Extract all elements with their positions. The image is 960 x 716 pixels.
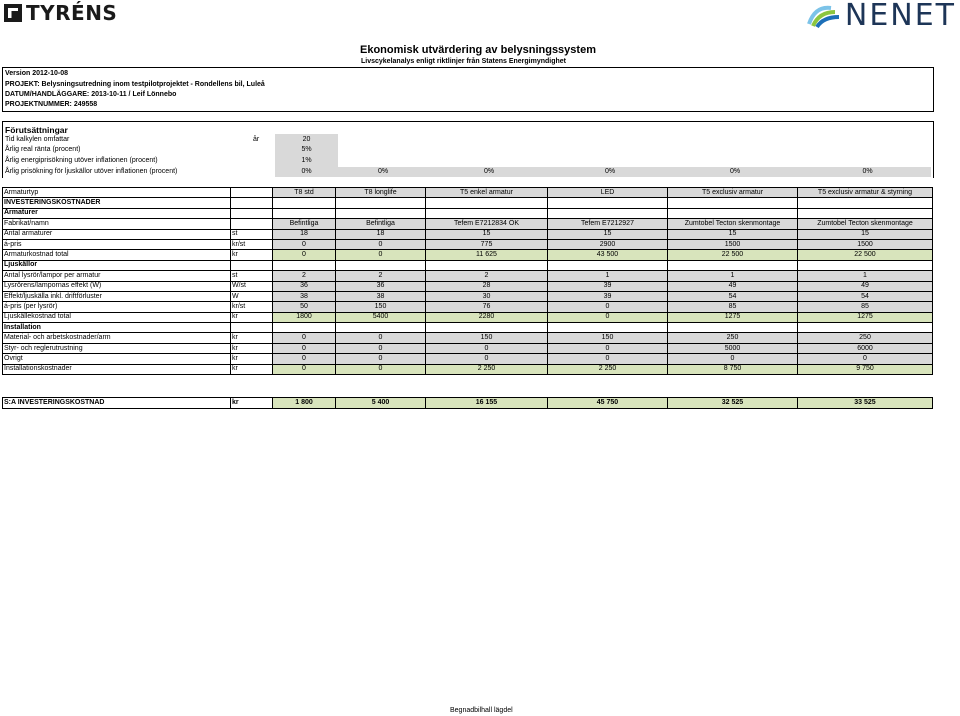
row-value: 775 — [426, 239, 548, 249]
row-value: 250 — [798, 333, 933, 343]
row-value: 22 500 — [798, 250, 933, 260]
row-value: 49 — [798, 281, 933, 291]
row-value — [668, 260, 798, 270]
row-label: Antal armaturer — [3, 229, 231, 239]
row-value: 0 — [336, 354, 426, 364]
row-label: Övrigt — [3, 354, 231, 364]
row-value: 54 — [668, 291, 798, 301]
row-value — [426, 198, 548, 208]
total-investment-row — [3, 398, 933, 409]
row-unit — [231, 219, 273, 229]
condition-pct: 0% — [483, 168, 495, 175]
row-value: 0 — [548, 343, 668, 353]
row-unit: W/st — [231, 281, 273, 291]
row-label: Installation — [3, 323, 231, 333]
row-value: 30 — [426, 291, 548, 301]
total-value: 1 800 — [273, 398, 336, 409]
row-value: 18 — [336, 229, 426, 239]
row-value: 54 — [798, 291, 933, 301]
condition-value: 20 — [302, 136, 311, 143]
row-unit: W — [231, 291, 273, 301]
row-value: Tefem E7212927 — [548, 219, 668, 229]
row-label: Styr- och reglerutrustning — [3, 343, 231, 353]
row-value: 1 — [798, 271, 933, 281]
tyrens-logo-text: TYRÉNS — [26, 1, 118, 25]
row-value: Befintliga — [273, 219, 336, 229]
row-value: 5400 — [336, 312, 426, 322]
row-value: Zumtobel Tecton skenmontage — [798, 219, 933, 229]
row-value: 18 — [273, 229, 336, 239]
total-value: 33 525 — [798, 398, 933, 409]
row-value: 150 — [336, 302, 426, 312]
condition-value: 5% — [301, 146, 312, 153]
row-value: 6000 — [798, 343, 933, 353]
table-row — [3, 323, 933, 333]
row-value: 50 — [273, 302, 336, 312]
project-number-text: PROJEKTNUMMER: 249558 — [5, 101, 98, 108]
condition-label: Tid kalkylen omfattar — [5, 136, 70, 143]
row-value: 8 750 — [668, 364, 798, 374]
tyrens-logo-mark-icon — [4, 4, 22, 22]
row-label: Fabrikat/namn — [3, 219, 231, 229]
table-row — [3, 343, 933, 353]
row-label: INVESTERINGSKOSTNADER — [3, 198, 231, 208]
total-value: 32 525 — [668, 398, 798, 409]
row-value: 76 — [426, 302, 548, 312]
row-value: 28 — [426, 281, 548, 291]
row-unit — [231, 208, 273, 218]
row-unit: kr/st — [231, 239, 273, 249]
condition-value: 0% — [301, 168, 312, 175]
row-value: 38 — [273, 291, 336, 301]
row-value: 15 — [548, 229, 668, 239]
row-value: 0 — [668, 354, 798, 364]
table-row — [3, 302, 933, 312]
row-value: 0 — [548, 312, 668, 322]
table-row — [3, 239, 933, 249]
row-value: 39 — [548, 291, 668, 301]
row-value: 2 — [273, 271, 336, 281]
row-value: 0 — [273, 364, 336, 374]
row-value: 36 — [273, 281, 336, 291]
nenet-logo — [807, 0, 956, 33]
table-row — [3, 198, 933, 208]
table-row — [3, 354, 933, 364]
row-value: 36 — [336, 281, 426, 291]
row-unit: kr — [231, 333, 273, 343]
row-value: 0 — [426, 354, 548, 364]
row-value: 0 — [336, 239, 426, 249]
row-value: 11 625 — [426, 250, 548, 260]
table-row — [3, 333, 933, 343]
row-value: 0 — [548, 354, 668, 364]
row-value — [798, 198, 933, 208]
row-unit — [231, 323, 273, 333]
condition-pct: 0% — [729, 168, 741, 175]
row-unit: kr — [231, 364, 273, 374]
total-label: S:A INVESTERINGSKOSTNAD — [3, 398, 231, 409]
row-value: Tefem E7212834 ÖK — [426, 219, 548, 229]
row-value — [548, 323, 668, 333]
footer-text: Begnadbilhall lägdel — [450, 707, 513, 714]
row-value — [336, 198, 426, 208]
project-info-box — [2, 67, 934, 112]
table-row — [3, 188, 933, 198]
row-value — [336, 260, 426, 270]
row-value: 9 750 — [798, 364, 933, 374]
row-value — [668, 198, 798, 208]
row-value: 2280 — [426, 312, 548, 322]
row-value — [668, 323, 798, 333]
row-unit: kr — [231, 312, 273, 322]
row-value — [273, 198, 336, 208]
row-value: 0 — [273, 354, 336, 364]
condition-pct: 0% — [862, 168, 873, 175]
nenet-logo-text: NENET — [844, 0, 956, 33]
total-investment-table — [2, 397, 933, 409]
row-label: Ljuskällekostnad total — [3, 312, 231, 322]
condition-label: Årlig energiprisökning utöver inflationen (procent) — [5, 157, 158, 164]
row-value — [798, 260, 933, 270]
row-label: Lysrörens/lampornas effekt (W) — [3, 281, 231, 291]
row-label: Armaturer — [3, 208, 231, 218]
row-value: 0 — [798, 354, 933, 364]
condition-label: Årlig real ränta (procent) — [5, 146, 81, 153]
row-value: 5000 — [668, 343, 798, 353]
condition-unit: år — [253, 136, 260, 143]
row-value: LED — [548, 188, 668, 198]
row-label: Installationskostnader — [3, 364, 231, 374]
row-value — [426, 208, 548, 218]
total-value: 5 400 — [336, 398, 426, 409]
table-row — [3, 291, 933, 301]
row-value: T5 exclusiv armatur & styrning — [798, 188, 933, 198]
row-value: 43 500 — [548, 250, 668, 260]
row-value: 15 — [668, 229, 798, 239]
row-value: 150 — [426, 333, 548, 343]
row-value: 38 — [336, 291, 426, 301]
row-unit: st — [231, 229, 273, 239]
row-value: 1275 — [798, 312, 933, 322]
row-value: 2900 — [548, 239, 668, 249]
row-value: 39 — [548, 281, 668, 291]
row-value — [548, 260, 668, 270]
condition-label: Årlig prisökning för ljuskällor utöver inflationen (procent) — [5, 168, 178, 175]
row-value: 1800 — [273, 312, 336, 322]
row-value — [798, 323, 933, 333]
row-value: 2 250 — [426, 364, 548, 374]
row-value — [426, 260, 548, 270]
version-text: Version 2012-10-08 — [5, 70, 69, 77]
page-title: Ekonomisk utvärdering av belysningssystem — [360, 44, 596, 56]
tyrens-logo — [4, 1, 118, 25]
row-value: 1275 — [668, 312, 798, 322]
row-value: T8 longlife — [336, 188, 426, 198]
table-row — [3, 250, 933, 260]
row-value: T8 std — [273, 188, 336, 198]
table-row — [3, 219, 933, 229]
row-value: 85 — [798, 302, 933, 312]
row-label: Material- och arbetskostnader/arm — [3, 333, 231, 343]
row-unit — [231, 260, 273, 270]
row-value — [273, 323, 336, 333]
row-value: 1 — [548, 271, 668, 281]
row-label: Ljuskällor — [3, 260, 231, 270]
row-label: Antal lysrör/lampor per armatur — [3, 271, 231, 281]
row-value: 1500 — [798, 239, 933, 249]
row-value — [668, 208, 798, 218]
row-value: 0 — [336, 250, 426, 260]
table-row — [3, 281, 933, 291]
row-value: 0 — [273, 333, 336, 343]
row-unit: kr/st — [231, 302, 273, 312]
table-row — [3, 312, 933, 322]
row-value: 85 — [668, 302, 798, 312]
row-unit: st — [231, 271, 273, 281]
row-label: Armaturtyp — [3, 188, 231, 198]
table-row — [3, 271, 933, 281]
total-unit: kr — [231, 398, 273, 409]
row-value: 49 — [668, 281, 798, 291]
conditions-box — [2, 121, 934, 178]
row-label: Armaturkostnad total — [3, 250, 231, 260]
row-value: 15 — [426, 229, 548, 239]
total-value: 45 750 — [548, 398, 668, 409]
table-row — [3, 229, 933, 239]
table-row — [3, 364, 933, 374]
condition-pct: 0% — [377, 168, 389, 175]
row-label: á-pris — [3, 239, 231, 249]
row-value: 0 — [273, 250, 336, 260]
row-label: Effekt/ljuskälla inkl. driftförluster — [3, 291, 231, 301]
row-value: 0 — [336, 333, 426, 343]
row-value — [798, 208, 933, 218]
row-unit: kr — [231, 343, 273, 353]
table-row — [3, 260, 933, 270]
row-value: 22 500 — [668, 250, 798, 260]
total-value: 16 155 — [426, 398, 548, 409]
row-value: 2 — [336, 271, 426, 281]
project-text: PROJEKT: Belysningsutredning inom testpilotprojektet - Rondellens bil, Luleå — [5, 81, 265, 88]
row-unit: kr — [231, 250, 273, 260]
row-value — [548, 208, 668, 218]
row-value — [336, 323, 426, 333]
row-value: 0 — [273, 239, 336, 249]
row-unit: kr — [231, 354, 273, 364]
nenet-logo-swirl-icon — [807, 4, 841, 28]
row-value — [426, 323, 548, 333]
row-value: 1 — [668, 271, 798, 281]
row-unit — [231, 198, 273, 208]
row-value: 0 — [273, 343, 336, 353]
row-value: 2 — [426, 271, 548, 281]
row-value — [273, 208, 336, 218]
table-row — [3, 208, 933, 218]
condition-value: 1% — [301, 157, 312, 164]
condition-pct: 0% — [604, 168, 616, 175]
row-value: Zumtobel Tecton skenmontage — [668, 219, 798, 229]
row-value — [336, 208, 426, 218]
row-value — [273, 260, 336, 270]
investment-table — [2, 187, 933, 375]
row-value: T5 enkel armatur — [426, 188, 548, 198]
date-text: DATUM/HANDLÄGGARE: 2013-10-11 / Leif Lönnebo — [5, 91, 177, 98]
row-value: 0 — [426, 343, 548, 353]
row-value: 0 — [336, 343, 426, 353]
row-label: á-pris (per lysrör) — [3, 302, 231, 312]
row-value: 0 — [336, 364, 426, 374]
row-value: 1500 — [668, 239, 798, 249]
page-subtitle: Livscykelanalys enligt riktlinjer från Statens Energimyndighet — [361, 58, 567, 65]
row-value: 2 250 — [548, 364, 668, 374]
row-value: T5 exclusiv armatur — [668, 188, 798, 198]
conditions-heading: Förutsättningar — [5, 125, 68, 135]
row-value: 15 — [798, 229, 933, 239]
row-value: 150 — [548, 333, 668, 343]
row-value: Befintliga — [336, 219, 426, 229]
row-unit — [231, 188, 273, 198]
row-value: 0 — [548, 302, 668, 312]
row-value: 250 — [668, 333, 798, 343]
row-value — [548, 198, 668, 208]
